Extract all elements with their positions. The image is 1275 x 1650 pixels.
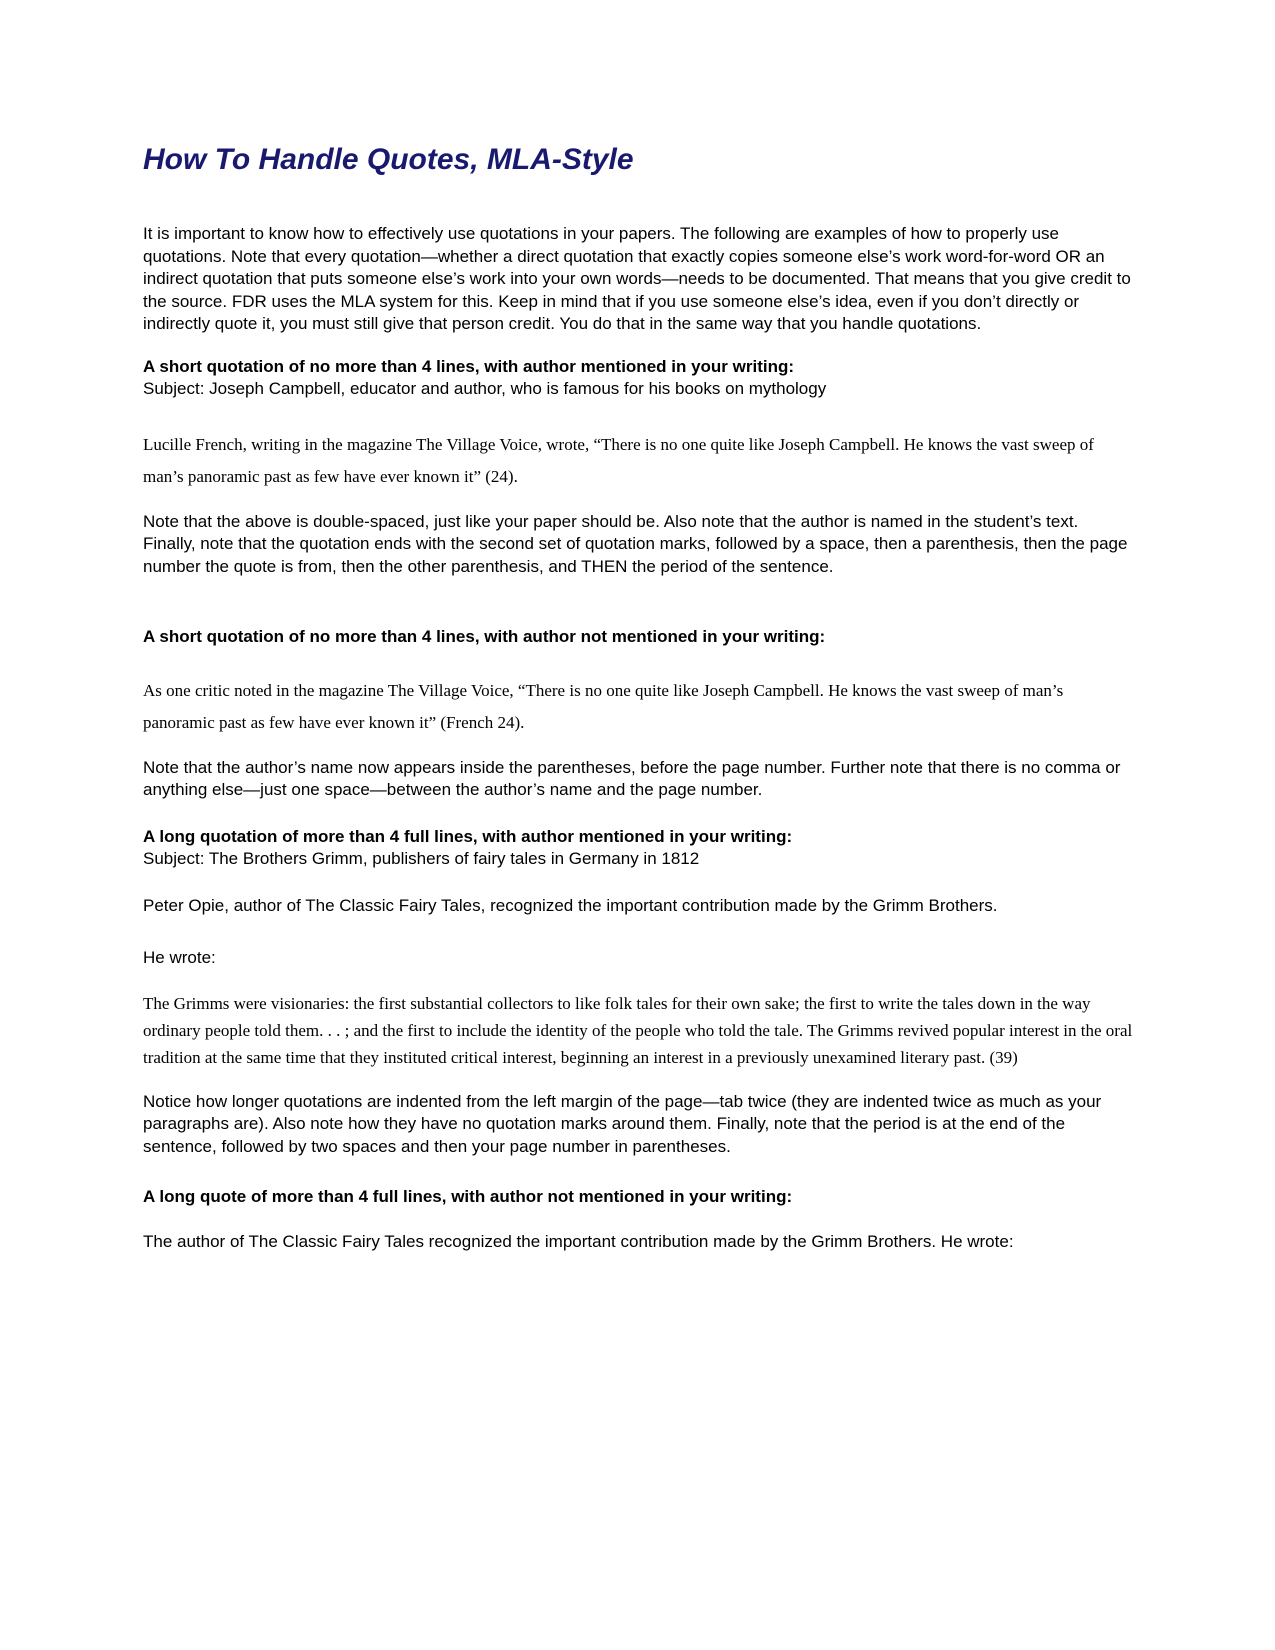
section-heading-short-quote-author-not-mentioned: A short quotation of no more than 4 lines, with author not mentioned in your writing: — [143, 627, 826, 646]
document-title: How To Handle Quotes, MLA-Style — [143, 143, 634, 176]
quotation-example-lucille-french: Lucille French, writing in the magazine The Village Voice, wrote, “There is no one quite like Joseph Campbell. He knows the vast sweep of man’s panoramic past as few have ever known it” (24). — [143, 434, 1094, 486]
note-paragraph-author-in-parentheses: Note that the author’s name now appears inside the parentheses, before the page number. Further note that there is no comma or anything else—just one space—between the author’s name and the page number. — [143, 757, 1121, 799]
quotation-example-one-critic: As one critic noted in the magazine The Village Voice, “There is no one quite like Joseph Campbell. He knows the vast sweep of man’s panoramic past as few have ever known it” (French 24). — [143, 680, 1064, 732]
intro-paragraph: It is important to know how to effectively use quotations in your papers. The following are examples of how to properly use quotations. Note that every quotation—whether a direct quotation that exactly copies someone else’s work word-for-word OR an indirect quotation that puts someone else’s work into your own words—needs to be documented. That means that you give credit to the source. FDR uses the MLA system for this. Keep in mind that if you use someone else’s idea, even if you don’t directly or indirectly quote it, you must still give that person credit. You do that in the same way that you handle quotations. — [143, 224, 1131, 333]
lead-in-paragraph-peter-opie: Peter Opie, author of The Classic Fairy Tales, recognized the important contribution made by the Grimm Brothers. — [143, 895, 998, 915]
note-paragraph-long-quotes-indented: Notice how longer quotations are indented from the left margin of the page—tab twice (they are indented twice as much as your paragraphs are). Also note how they have no quotation marks around them. Finally, note that the period is at the end of the sentence, followed by two spaces and then your page number in parentheses. — [143, 1091, 1102, 1156]
section-heading-long-quote-author-mentioned: A long quotation of more than 4 full lines, with author mentioned in your writing: — [143, 826, 793, 846]
quotation-example-grimms-visionaries: The Grimms were visionaries: the first substantial collectors to like folk tales for their own sake; the first to write the tales down in the way ordinary people told them. . . ; and the first to include the identity of the people who told the tale. The Grimms revived popular interest in the oral tradition at the same time that they instituted critical interest, beginning an interest in a previously unexamined literary past. (39) — [143, 993, 1133, 1067]
note-paragraph-double-spaced: Note that the above is double-spaced, just like your paper should be. Also note that the author is named in the student’s text. Finally, note that the quotation ends with the second set of quotation marks, followed by a space, then a parenthesis, then the page number the quote is from, then the other parenthesis, and THEN the period of the sentence. — [143, 511, 1128, 576]
subject-line-brothers-grimm: Subject: The Brothers Grimm, publishers of fairy tales in Germany in 1812 — [143, 849, 700, 868]
subject-line-joseph-campbell: Subject: Joseph Campbell, educator and author, who is famous for his books on mythology — [143, 379, 827, 398]
lead-in-paragraph-classic-fairy-tales: The author of The Classic Fairy Tales recognized the important contribution made by the Grimm Brothers. He wrote: — [143, 1231, 1014, 1251]
section-heading-long-quote-author-not-mentioned: A long quote of more than 4 full lines, with author not mentioned in your writing: — [143, 1187, 793, 1206]
lead-in-he-wrote: He wrote: — [143, 948, 216, 967]
section-heading-short-quote-author-mentioned: A short quotation of no more than 4 lines, with author mentioned in your writing: — [143, 356, 795, 376]
